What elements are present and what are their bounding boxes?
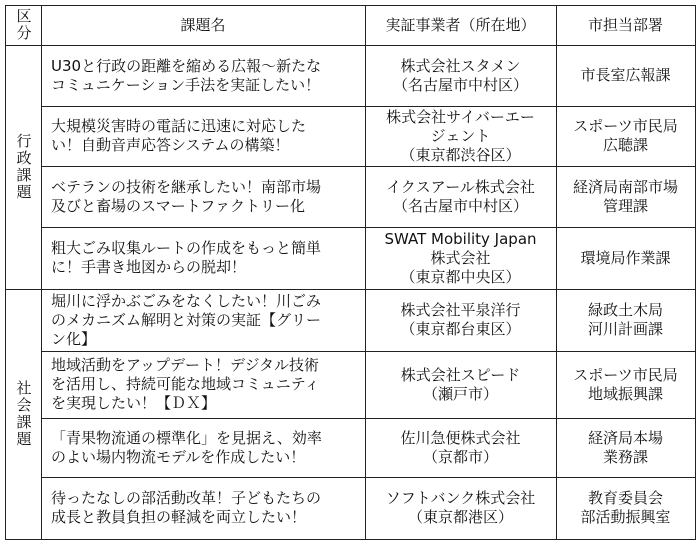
operator-name-line: 株式会社サイバーエー [386, 107, 535, 126]
project-title-lines [51, 239, 321, 277]
operator-name-lines [400, 301, 520, 339]
department-name-lines [580, 249, 670, 268]
department-name-line: 経済局南部市場 [572, 177, 678, 196]
project-title-lines [51, 57, 321, 95]
operator-name-line: 株式会社 [430, 248, 491, 267]
project-title-line: コミュニケーション手法を実証したい！ [51, 75, 321, 94]
operator-name-lines [386, 489, 535, 527]
operator-name-line: （東京都台東区） [400, 320, 521, 338]
project-title [41, 106, 365, 166]
department-name [556, 289, 695, 351]
department-name-lines [580, 66, 670, 85]
project-title [41, 166, 365, 227]
project-title-lines [51, 178, 321, 216]
operator-name-line: 株式会社スピード [400, 365, 521, 384]
group-label-admin: 行政課題 [14, 133, 33, 201]
project-title-line: 待ったなしの部活動改革！子どもたちの [51, 489, 322, 507]
department-name-lines [573, 117, 677, 155]
project-title-lines [51, 489, 321, 527]
department-name [556, 45, 695, 106]
department-name-line: 経済局本場 [587, 428, 663, 447]
project-title [41, 477, 365, 539]
header-title: 課題名 [180, 15, 226, 34]
operator-name-line: （東京都中央区） [400, 267, 521, 286]
department-name-line: 広聴課 [602, 136, 648, 154]
department-name-line: 部活動振興室 [580, 508, 671, 526]
department-name [556, 106, 695, 166]
header-category: 区分 [14, 8, 33, 42]
department-name [556, 166, 695, 227]
department-name-lines [580, 489, 670, 527]
project-title-line: を活用し、持続可能な地域コミュニティ [51, 375, 320, 393]
operator-name [365, 45, 556, 106]
project-title-lines [51, 356, 320, 413]
project-title [41, 289, 365, 351]
project-title-line: のメカニズム解明と対策の実証【グリー [51, 310, 322, 329]
department-name-line: 業務課 [602, 447, 648, 466]
operator-name-line: （東京都港区） [407, 508, 513, 526]
operator-name [365, 351, 556, 418]
department-name [556, 351, 695, 418]
project-title-lines [51, 292, 321, 349]
group-label-social: 社会課題 [14, 380, 33, 448]
operator-name-line: イクスアール株式会社 [386, 177, 535, 196]
project-title [41, 227, 365, 289]
header-org: 実証事業者（所在地） [385, 15, 536, 34]
operator-name-lines [400, 429, 520, 467]
department-name-lines [588, 429, 663, 467]
department-name-lines [573, 366, 677, 404]
project-title-line: ベテランの技術を継承したい！南部市場 [51, 177, 322, 196]
operator-name [365, 227, 556, 289]
operator-name-line: （名古屋市中村区） [392, 75, 528, 94]
project-title [41, 351, 365, 418]
department-name-line: 緑政土木局 [587, 301, 663, 319]
department-name-line: 教育委員会 [587, 489, 663, 507]
operator-name [365, 166, 556, 227]
department-name [556, 227, 695, 289]
project-title-line: 堀川に浮かぶごみをなくしたい！川ごみ [51, 291, 322, 310]
operator-name-lines [386, 178, 535, 216]
department-name-line: 河川計画課 [587, 320, 663, 338]
operator-name-line: （瀬戸市） [422, 384, 498, 403]
project-title-line: U30と行政の距離を縮める広報～新たな [51, 56, 322, 75]
operator-name-line: ジェント [430, 126, 491, 145]
project-title-line: 「青果物流通の標準化」を見据え、効率 [51, 428, 322, 447]
department-name-line: 地域振興課 [587, 384, 663, 403]
project-title-line: 大規模災害時の電話に迅速に対応した [51, 117, 307, 135]
operator-name [365, 477, 556, 539]
project-title-lines [51, 117, 306, 155]
project-title-lines [51, 429, 322, 467]
project-title-line: い！自動音声応答システムの構築！ [51, 136, 290, 154]
project-title-line: を実現したい！【ＤＸ】 [51, 394, 217, 412]
operator-name-line: 株式会社スタメン [400, 56, 521, 75]
project-title-line: ン化】 [51, 329, 97, 348]
operator-name-lines [386, 108, 535, 165]
project-title [41, 45, 365, 106]
project-title-line: に！手書き地図からの脱却！ [51, 258, 247, 276]
operator-name [365, 106, 556, 166]
operator-name-line: 株式会社平泉洋行 [400, 301, 521, 319]
operator-name [365, 289, 556, 351]
project-title-line: のよい場内物流モデルを作成したい！ [51, 447, 306, 466]
operator-name-lines [401, 366, 520, 404]
project-title-line: 成長と教員負担の軽減を両立したい！ [51, 508, 307, 526]
operator-name-line: （京都市） [422, 447, 498, 466]
project-title-line: 地域活動をアップデート！デジタル技術 [51, 356, 320, 374]
operator-name-line: （名古屋市中村区） [392, 196, 528, 215]
department-name [556, 477, 695, 539]
department-name-lines [573, 178, 678, 216]
department-name-line: スポーツ市民局 [573, 365, 678, 384]
department-name-lines [588, 301, 663, 339]
department-name-line: 管理課 [602, 196, 648, 215]
operator-name [365, 418, 556, 477]
department-name-line: 市長室広報課 [580, 66, 671, 84]
project-title-line: 及びと畜場のスマートファクトリー化 [51, 196, 305, 215]
project-title-line: 粗大ごみ収集ルートの作成をもっと簡単 [51, 239, 322, 257]
operator-name-line: （東京都渋谷区） [400, 145, 521, 164]
department-name-line: 環境局作業課 [580, 248, 671, 267]
operator-name-lines [393, 57, 528, 95]
header-dept: 市担当部署 [587, 15, 663, 34]
project-title [41, 418, 365, 477]
operator-name-lines [384, 230, 536, 287]
operator-name-line: SWAT Mobility Japan [384, 229, 537, 248]
operator-name-line: 佐川急便株式会社 [400, 428, 521, 447]
operator-name-line: ソフトバンク株式会社 [385, 489, 536, 507]
department-name-line: スポーツ市民局 [573, 117, 678, 135]
department-name [556, 418, 695, 477]
